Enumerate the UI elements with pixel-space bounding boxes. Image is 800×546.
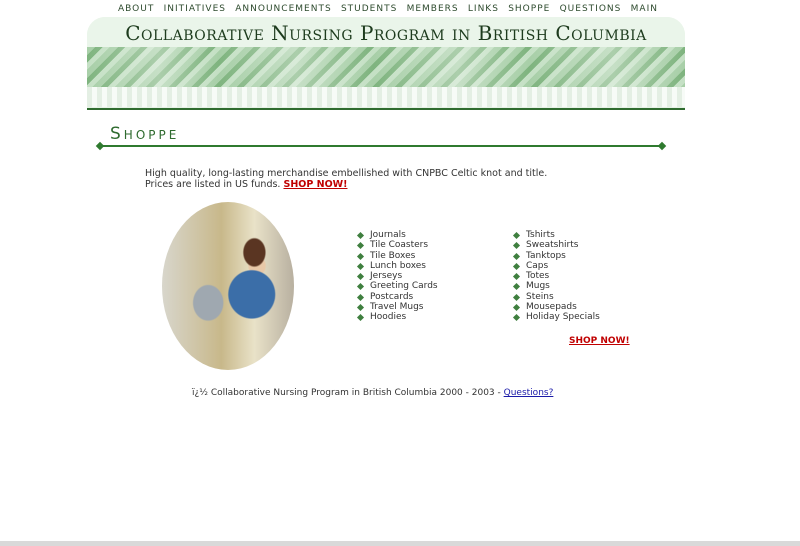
intro-line-1: High quality, long-lasting merchandise embellished with CNPBC Celtic knot and title.: [145, 168, 548, 179]
nav-link-shoppe[interactable]: SHOPPE: [508, 4, 551, 14]
intro-text: [145, 168, 605, 190]
title-rule: [100, 145, 662, 147]
merch-list-right: [514, 230, 600, 323]
shop-now-link-2[interactable]: SHOP NOW!: [569, 336, 630, 346]
list-item: Jerseys: [358, 271, 438, 281]
list-item: Hoodies: [358, 312, 438, 322]
merch-list-left: [358, 230, 438, 323]
banner-texture-strip: [87, 87, 685, 107]
site-title: Collaborative Nursing Program in British Columbia: [87, 17, 685, 47]
rule-end-right: [658, 142, 666, 150]
list-item: Holiday Specials: [514, 312, 600, 322]
nav-link-students[interactable]: STUDENTS: [340, 4, 398, 14]
nav-link-initiatives[interactable]: INITIATIVES: [163, 4, 226, 14]
list-item: Lunch boxes: [358, 261, 438, 271]
window-bottom-edge: [0, 541, 800, 546]
list-item: Caps: [514, 261, 600, 271]
nav-link-main[interactable]: MAIN: [630, 4, 658, 14]
banner-divider: [87, 108, 685, 110]
intro-line-2-wrap: [145, 179, 605, 190]
list-item: Tile Coasters: [358, 240, 438, 250]
intro-line-2: Prices are listed in US funds.: [145, 179, 281, 190]
rule-end-left: [96, 142, 104, 150]
list-item: Tile Boxes: [358, 251, 438, 261]
list-item: Tshirts: [514, 230, 600, 240]
nav-link-questions[interactable]: QUESTIONS: [559, 4, 622, 14]
list-item: Tanktops: [514, 251, 600, 261]
nav-link-announcements[interactable]: ANNOUNCEMENTS: [235, 4, 332, 14]
list-item: Totes: [514, 271, 600, 281]
copyright-text: ï¿½ Collaborative Nursing Program in British Columbia 2000 - 2003 -: [192, 388, 501, 398]
list-item: Sweatshirts: [514, 240, 600, 250]
list-item: Journals: [358, 230, 438, 240]
list-item: Mugs: [514, 281, 600, 291]
nav-link-about[interactable]: ABOUT: [118, 4, 155, 14]
page-title: Shoppe: [110, 124, 180, 144]
shop-now-link[interactable]: SHOP NOW!: [283, 179, 348, 190]
nurse-photo: [162, 202, 294, 370]
questions-link[interactable]: Questions?: [503, 388, 554, 398]
list-item: Travel Mugs: [358, 302, 438, 312]
list-item: Mousepads: [514, 302, 600, 312]
footer: [192, 388, 553, 398]
list-item: Postcards: [358, 292, 438, 302]
top-nav: [118, 4, 658, 18]
list-item: Greeting Cards: [358, 281, 438, 291]
nav-link-links[interactable]: LINKS: [467, 4, 499, 14]
list-item: Steins: [514, 292, 600, 302]
nav-link-members[interactable]: MEMBERS: [406, 4, 459, 14]
